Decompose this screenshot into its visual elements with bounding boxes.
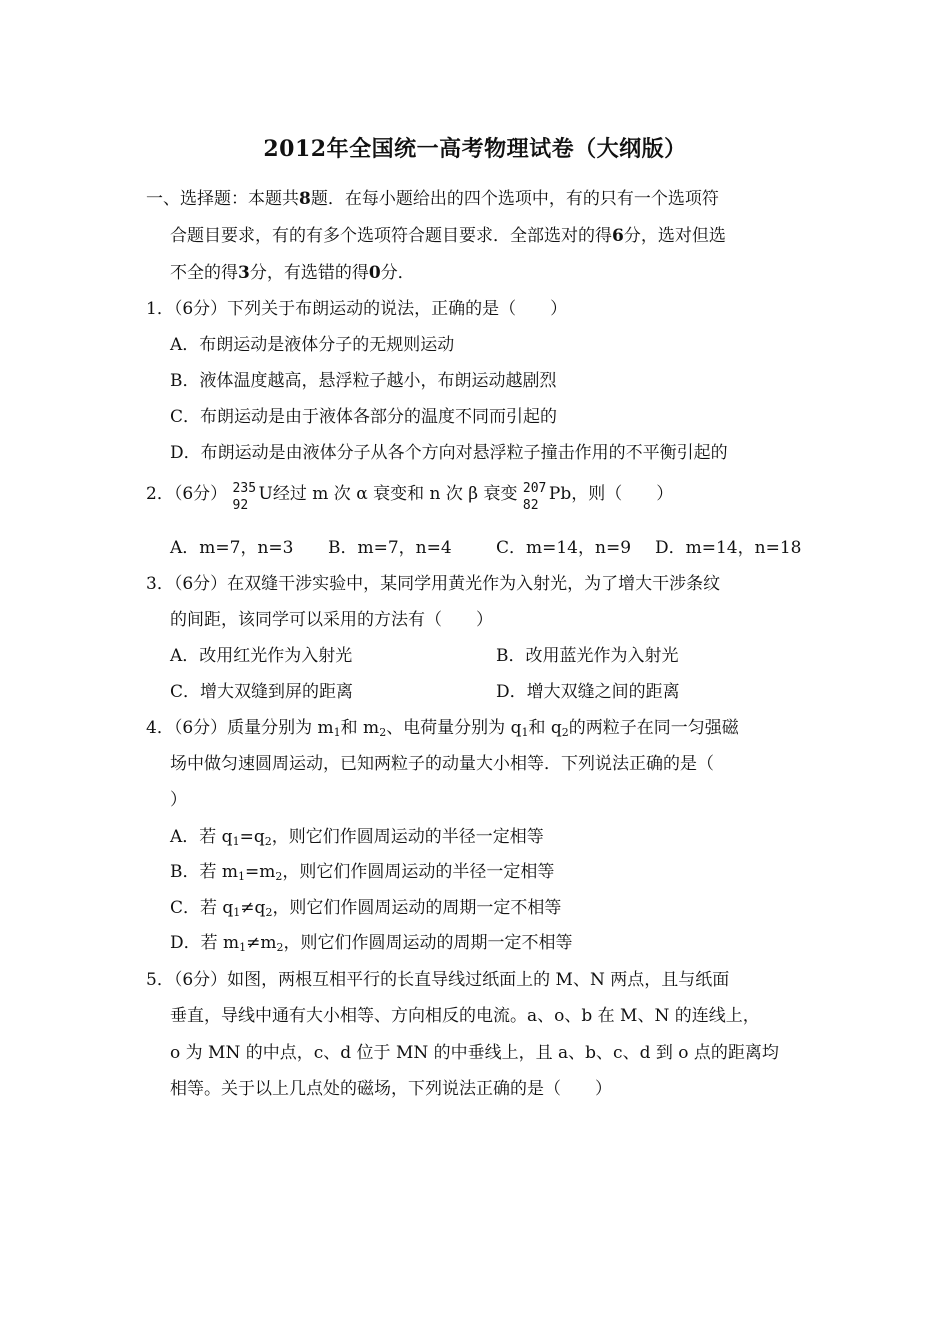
q4-stem-line-1 xyxy=(146,716,739,745)
full-score: 6 xyxy=(612,226,624,246)
subscript: 1 xyxy=(333,726,341,739)
q4-option-a xyxy=(170,825,544,854)
section-intro-line-2 xyxy=(170,224,726,248)
q1-option-b: B．液体温度越高，悬浮粒子越小，布朗运动越剧烈 xyxy=(170,371,557,391)
u-atomic-number: 92 xyxy=(232,498,249,513)
subscript: 2 xyxy=(276,941,284,954)
q5-stem-line-3: o 为 MN 的中点，c、d 位于 MN 的中垂线上，且 a、b、c、d 到 o 点的距离均 xyxy=(170,1043,779,1063)
subscript: 2 xyxy=(265,906,273,919)
q4-stem-line-2: 场中做匀速圆周运动，已知两粒子的动量大小相等．下列说法正确的是（ xyxy=(170,754,714,774)
q3-stem-line-1: 3．（6分）在双缝干涉实验中，某同学用黄光作为入射光，为了增大干涉条纹 xyxy=(146,574,721,594)
q4-text: 和 q xyxy=(528,718,562,738)
q4-option-d xyxy=(170,931,573,960)
section-intro-text: 合题目要求，有的有多个选项符合题目要求．全部选对的得 xyxy=(170,226,612,246)
uranium-isotope xyxy=(233,479,259,513)
q1-option-a: A．布朗运动是液体分子的无规则运动 xyxy=(170,335,455,355)
q5-stem-line-4: 相等。关于以上几点处的磁场，下列说法正确的是（ ） xyxy=(170,1079,612,1099)
section-intro-text: 分，选对但选 xyxy=(623,226,726,246)
q4-option-c xyxy=(170,896,561,925)
page-title: 2012年全国统一高考物理试卷（大纲版） xyxy=(263,136,687,162)
wrong-score: 0 xyxy=(368,263,381,283)
option-text: D．若 m xyxy=(170,933,240,953)
section-intro-text: 一、选择题：本题共 xyxy=(146,189,299,209)
q4-text: 和 m xyxy=(340,718,380,738)
option-text: ，则它们作圆周运动的周期一定不相等 xyxy=(272,898,562,918)
q4-stem-line-3: ） xyxy=(170,790,187,810)
subscript: 1 xyxy=(521,726,529,739)
section-intro-text: 分． xyxy=(380,263,415,283)
subscript: 2 xyxy=(379,726,387,739)
q5-stem-line-2: 垂直，导线中通有大小相等、方向相反的电流。a、o、b 在 M、N 的连线上， xyxy=(170,1006,760,1026)
q1-option-c: C．布朗运动是由于液体各部分的温度不同而引起的 xyxy=(170,407,558,427)
subscript: 1 xyxy=(233,906,241,919)
option-text: =q xyxy=(239,827,265,847)
q1-stem: 1．（6分）下列关于布朗运动的说法，正确的是（ ） xyxy=(146,299,568,319)
subscript: 2 xyxy=(275,870,283,883)
q4-option-b xyxy=(170,860,554,889)
q3-option-b: B．改用蓝光作为入射光 xyxy=(496,646,679,666)
q2-stem xyxy=(146,479,673,513)
q2-option-d: D．m=14，n=18 xyxy=(655,538,802,558)
section-intro-text: 不全的得 xyxy=(170,263,238,283)
section-intro-line-3 xyxy=(170,261,415,285)
section-intro-text: 题．在每小题给出的四个选项中，有的只有一个选项符 xyxy=(310,189,719,209)
q5-stem-line-1: 5．（6分）如图，两根互相平行的长直导线过纸面上的 M、N 两点，且与纸面 xyxy=(146,970,730,990)
q2-option-c: C．m=14，n=9 xyxy=(496,538,632,558)
pb-atomic-number: 82 xyxy=(522,498,539,513)
q3-option-c: C．增大双缝到屏的距离 xyxy=(170,682,354,702)
q2-suffix: ，则（ ） xyxy=(571,484,674,504)
u-mass-number: 235 xyxy=(232,481,257,496)
option-text: ≠m xyxy=(246,933,277,953)
option-text: ，则它们作圆周运动的半径一定相等 xyxy=(271,827,544,847)
pb-mass-number: 207 xyxy=(522,481,547,496)
subscript: 2 xyxy=(264,835,272,848)
q3-option-d: D．增大双缝之间的距离 xyxy=(496,682,680,702)
partial-score: 3 xyxy=(238,263,250,283)
q2-mid-text: 经过 m 次 α 衰变和 n 次 β 衰变 xyxy=(272,484,518,504)
option-text: C．若 q xyxy=(170,898,234,918)
q3-option-a: A．改用红光作为入射光 xyxy=(170,646,353,666)
option-text: B．若 m xyxy=(170,862,239,882)
section-intro-text: 分，有选错的得 xyxy=(249,263,369,283)
q4-text: 、电荷量分别为 q xyxy=(386,718,522,738)
pb-symbol: Pb xyxy=(548,484,572,504)
q2-option-b: B．m=7，n=4 xyxy=(328,538,452,558)
subscript: 1 xyxy=(232,835,240,848)
q2-option-a: A．m=7，n=3 xyxy=(170,538,294,558)
option-text: =m xyxy=(245,862,276,882)
option-text: ，则它们作圆周运动的周期一定不相等 xyxy=(283,933,573,953)
option-text: ，则它们作圆周运动的半径一定相等 xyxy=(282,862,555,882)
q3-stem-line-2: 的间距，该同学可以采用的方法有（ ） xyxy=(170,610,493,630)
q4-text: 4．（6分）质量分别为 m xyxy=(146,718,334,738)
subscript: 1 xyxy=(239,941,247,954)
u-symbol: U xyxy=(258,484,273,504)
option-text: ≠q xyxy=(240,898,266,918)
question-count: 8 xyxy=(299,189,311,209)
q1-option-d: D．布朗运动是由液体分子从各个方向对悬浮粒子撞击作用的不平衡引起的 xyxy=(170,443,728,463)
q2-prefix: 2．（6分） xyxy=(146,484,228,504)
subscript: 1 xyxy=(238,870,246,883)
subscript: 2 xyxy=(561,726,569,739)
section-intro-line-1 xyxy=(146,187,719,211)
lead-isotope xyxy=(523,479,549,513)
option-text: A．若 q xyxy=(170,827,233,847)
q4-text: 的两粒子在同一匀强磁 xyxy=(568,718,739,738)
